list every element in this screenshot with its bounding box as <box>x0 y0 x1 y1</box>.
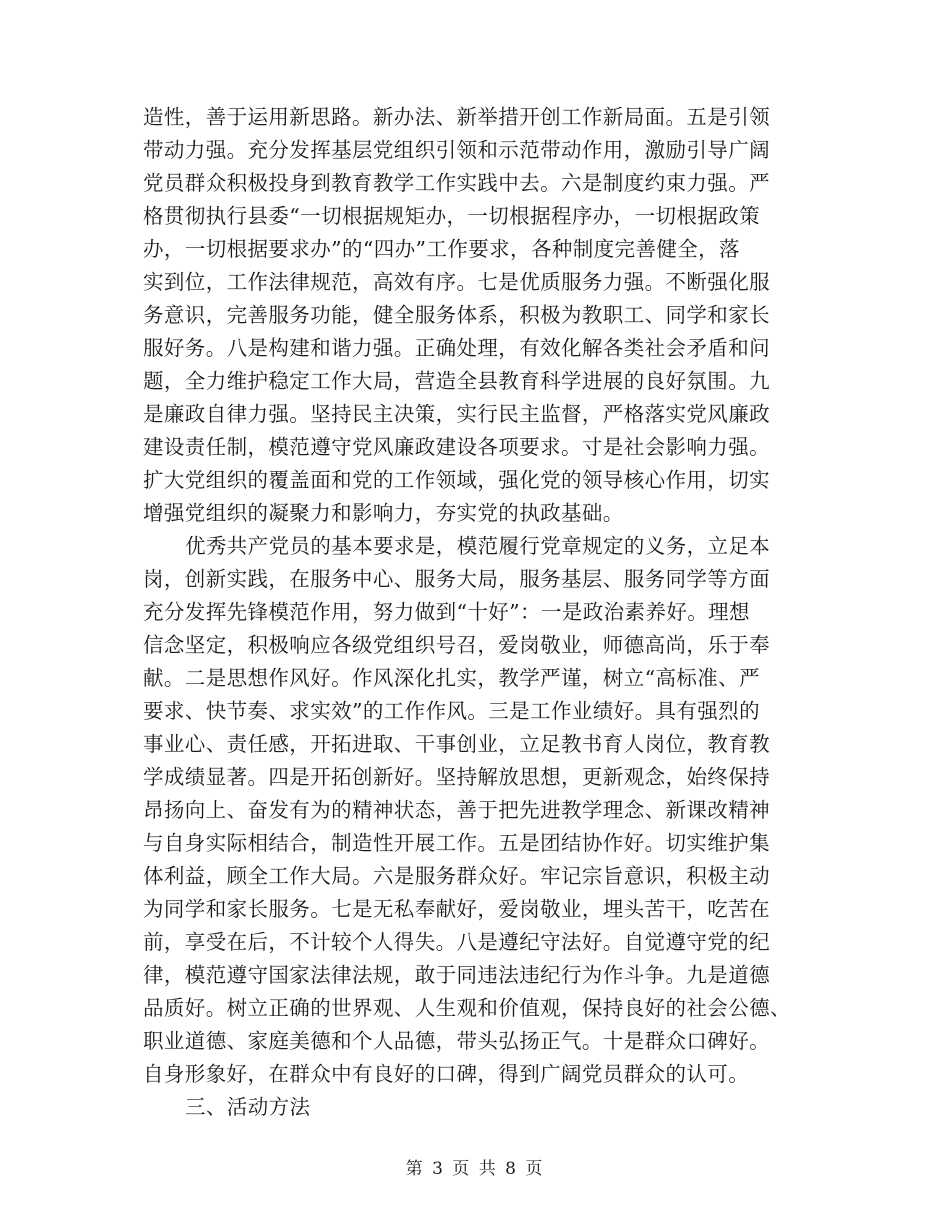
text-line: 实到位，工作法律规范，高效有序。七是优质服务力强。不断强化服 <box>143 270 770 294</box>
text-line: 造性，善于运用新思路。新办法、新举措开创工作新局面。五是引领 <box>143 105 770 129</box>
text-line: 格贯彻执行县委“一切根据规矩办，一切根据程序办，一切根据政策 <box>143 204 760 228</box>
text-line: 建设责任制，模范遵守党风廉政建设各项要求。寸是社会影响力强。 <box>143 435 770 459</box>
text-line: 事业心、责任感，开拓进取、干事创业，立足教书育人岗位，教育教 <box>143 732 770 756</box>
text-line: 律，模范遵守国家法律法规，敢于同违法违纪行为作斗争。九是道德 <box>143 963 770 987</box>
page-number: 第 3 页 共 8 页 <box>405 1159 545 1179</box>
paragraph-2 <box>143 530 813 1091</box>
text-line: 是廉政自律力强。坚持民主决策，实行民主监督，严格落实党风廉政 <box>143 402 770 426</box>
text-line: 品质好。树立正确的世界观、人生观和价值观，保持良好的社会公德、 <box>143 996 791 1020</box>
text-line: 岗，创新实践，在服务中心、服务大局，服务基层、服务同学等方面 <box>143 567 770 591</box>
text-line: 题，全力维护稳定工作大局，营造全县教育科学进展的良好氛围。九 <box>143 369 770 393</box>
text-line: 昂扬向上、奋发有为的精神状态，善于把先进教学理念、新课改精神 <box>143 798 770 822</box>
section-heading: 三、活动方法 <box>185 1095 311 1119</box>
text-line: 服好务。八是构建和谐力强。正确处理，有效化解各类社会矛盾和问 <box>143 336 770 360</box>
text-line: 务意识，完善服务功能，健全服务体系，积极为教职工、同学和家长 <box>143 303 770 327</box>
text-line: 优秀共产党员的基本要求是，模范履行党章规定的义务，立足本 <box>185 534 771 558</box>
text-line: 要求、快节奏、求实效”的工作作风。三是工作业绩好。具有强烈的 <box>143 699 760 723</box>
text-line: 职业道德、家庭美德和个人品德，带头弘扬正气。十是群众口碑好。 <box>143 1029 770 1053</box>
text-line: 增强党组织的凝聚力和影响力，夯实党的执政基础。 <box>143 501 624 525</box>
text-line: 献。二是思想作风好。作风深化扎实，教学严谨，树立“高标准、严 <box>143 666 760 690</box>
text-line: 充分发挥先锋模范作用，努力做到“十好”：一是政治素养好。理想 <box>143 600 750 624</box>
text-line: 体利益，顾全工作大局。六是服务群众好。牢记宗旨意识，积极主动 <box>143 864 770 888</box>
text-line: 信念坚定，积极响应各级党组织号召，爱岗敬业，师德高尚，乐于奉 <box>143 633 770 657</box>
text-line: 前，享受在后，不计较个人得失。八是遵纪守法好。自觉遵守党的纪 <box>143 930 770 954</box>
text-line: 学成绩显著。四是开拓创新好。坚持解放思想，更新观念，始终保持 <box>143 765 770 789</box>
text-line: 带动力强。充分发挥基层党组织引领和示范带动作用，激励引导广阔 <box>143 138 770 162</box>
paragraph-1 <box>143 101 813 530</box>
text-line: 扩大党组织的覆盖面和党的工作领域，强化党的领导核心作用，切实 <box>143 468 770 492</box>
text-line: 自身形象好，在群众中有良好的口碑，得到广阔党员群众的认可。 <box>143 1062 750 1086</box>
text-line: 与自身实际相结合，制造性开展工作。五是团结协作好。切实维护集 <box>143 831 770 855</box>
document-body <box>143 101 813 1124</box>
text-line: 为同学和家长服务。七是无私奉献好，爱岗敬业，埋头苦干，吃苦在 <box>143 897 770 921</box>
text-line: 党员群众积极投身到教育教学工作实践中去。六是制度约束力强。严 <box>143 171 770 195</box>
text-line: 办，一切根据要求办”的“四办”工作要求，各种制度完善健全，落 <box>143 237 740 261</box>
